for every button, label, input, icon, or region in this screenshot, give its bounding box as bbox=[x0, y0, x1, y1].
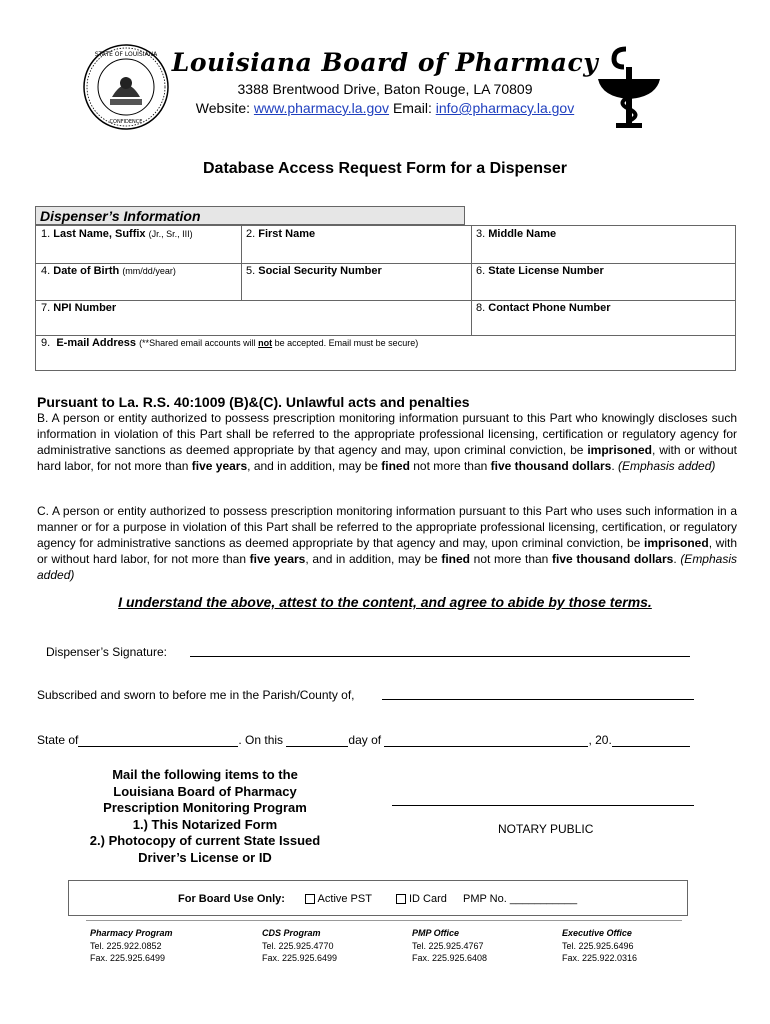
year-line[interactable] bbox=[612, 746, 690, 747]
id-card-checkbox[interactable] bbox=[396, 894, 406, 904]
form-title: Database Access Request Form for a Dispenser bbox=[203, 160, 567, 177]
dispenser-info-heading: Dispenser’s Information bbox=[35, 206, 465, 225]
footer-divider bbox=[86, 920, 682, 921]
pmp-number-field[interactable]: PMP No. ___________ bbox=[462, 893, 578, 905]
board-use-row bbox=[178, 893, 577, 905]
first-name-field[interactable]: 2. First Name bbox=[246, 228, 316, 240]
month-line[interactable] bbox=[384, 746, 588, 747]
active-pst-label: Active PST bbox=[317, 893, 372, 905]
org-name: Louisiana Board of Pharmacy bbox=[171, 48, 599, 77]
footer-cds-program: CDS Program Tel. 225.925.4770 Fax. 225.925.6499 bbox=[262, 928, 338, 963]
footer-pmp-office: PMP Office Tel. 225.925.4767 Fax. 225.925.6408 bbox=[412, 928, 488, 963]
parish-label: Subscribed and sworn to before me in the Parish/County of, bbox=[37, 688, 355, 702]
middle-name-field[interactable]: 3. Middle Name bbox=[476, 228, 557, 240]
svg-text:STATE OF LOUISIANA: STATE OF LOUISIANA bbox=[94, 51, 158, 58]
npi-number-field[interactable]: 7. NPI Number bbox=[41, 302, 117, 314]
state-date-row bbox=[37, 733, 690, 747]
active-pst-checkbox[interactable] bbox=[305, 894, 315, 904]
notary-signature-line[interactable] bbox=[392, 805, 694, 806]
board-use-label: For Board Use Only: bbox=[178, 893, 285, 905]
day-line[interactable] bbox=[286, 746, 348, 747]
last-name-field[interactable]: 1. Last Name, Suffix (Jr., Sr., III) bbox=[41, 228, 193, 240]
svg-text:CONFIDENCE: CONFIDENCE bbox=[109, 119, 143, 125]
attestation-statement: I understand the above, attest to the content, and agree to abide by those terms. bbox=[118, 594, 652, 610]
website-link[interactable]: www.pharmacy.la.gov bbox=[253, 100, 390, 116]
on-this-label: . On this bbox=[238, 733, 287, 747]
legal-paragraph-c: C. A person or entity authorized to possess prescription monitoring information pursuant to this Part who uses such information in a manner or for a purpose in violation of this Part shall be referred to the appropriate professional licensing, certification, or regulatory agency for administrative sanctions as deemed appropriate by that agency and may, upon criminal conviction, be imprisoned, with or without hard labor, for not more than five years, and in addition, may be fined not more than five thousand dollars. (Emphasis added) bbox=[37, 504, 738, 582]
org-address: 3388 Brentwood Drive, Baton Rouge, LA 70809 bbox=[237, 81, 533, 97]
state-label: State of bbox=[37, 733, 79, 747]
state-seal-icon bbox=[82, 43, 170, 131]
dispenser-info-table bbox=[35, 225, 736, 371]
email-label: Email: bbox=[392, 100, 432, 116]
date-of-birth-field[interactable]: 4. Date of Birth (mm/dd/year) bbox=[41, 265, 176, 277]
footer-executive-office: Executive Office Tel. 225.925.6496 Fax. 225.922.0316 bbox=[562, 928, 638, 963]
mail-instructions: Mail the following items to the Louisiana Board of Pharmacy Prescription Monitoring Program 1.) This Notarized Form 2.) Photocopy of current State Issued Driver’s License or ID bbox=[89, 767, 321, 865]
year-prefix: , 20. bbox=[588, 733, 612, 747]
signature-line[interactable] bbox=[190, 656, 690, 657]
website-label: Website: bbox=[195, 100, 251, 116]
legal-paragraph-b: B. A person or entity authorized to possess prescription monitoring information pursuant to this Part who knowingly discloses such information in violation of this Part shall be referred to the appropriate professional licensing, certification or regulatory agency for administrative sanctions as deemed appropriate by that agency and may, upon criminal conviction, be imprisoned, with or without hard labor, for not more than five years, and in addition, may be fined not more than five thousand dollars. (Emphasis added) bbox=[37, 411, 737, 473]
notary-public-label: NOTARY PUBLIC bbox=[498, 822, 594, 836]
email-address-field[interactable]: 9. E-mail Address (**Shared email accounts will not be accepted. Email must be secure) bbox=[41, 337, 419, 349]
org-contact bbox=[160, 100, 610, 116]
bowl-of-hygieia-icon bbox=[596, 45, 662, 129]
contact-phone-field[interactable]: 8. Contact Phone Number bbox=[476, 302, 611, 314]
day-of-label: day of bbox=[348, 733, 385, 747]
legal-title: Pursuant to La. R.S. 40:1009 (B)&(C). Unlawful acts and penalties bbox=[37, 394, 470, 410]
state-license-field[interactable]: 6. State License Number bbox=[476, 265, 604, 277]
email-link[interactable]: info@pharmacy.la.gov bbox=[435, 100, 575, 116]
state-line[interactable] bbox=[78, 746, 238, 747]
parish-line[interactable] bbox=[382, 699, 694, 700]
ssn-field[interactable]: 5. Social Security Number bbox=[246, 265, 382, 277]
signature-label: Dispenser’s Signature: bbox=[46, 645, 167, 659]
footer-pharmacy-program: Pharmacy Program Tel. 225.922.0852 Fax. 225.925.6499 bbox=[90, 928, 173, 963]
id-card-label: ID Card bbox=[408, 893, 447, 905]
